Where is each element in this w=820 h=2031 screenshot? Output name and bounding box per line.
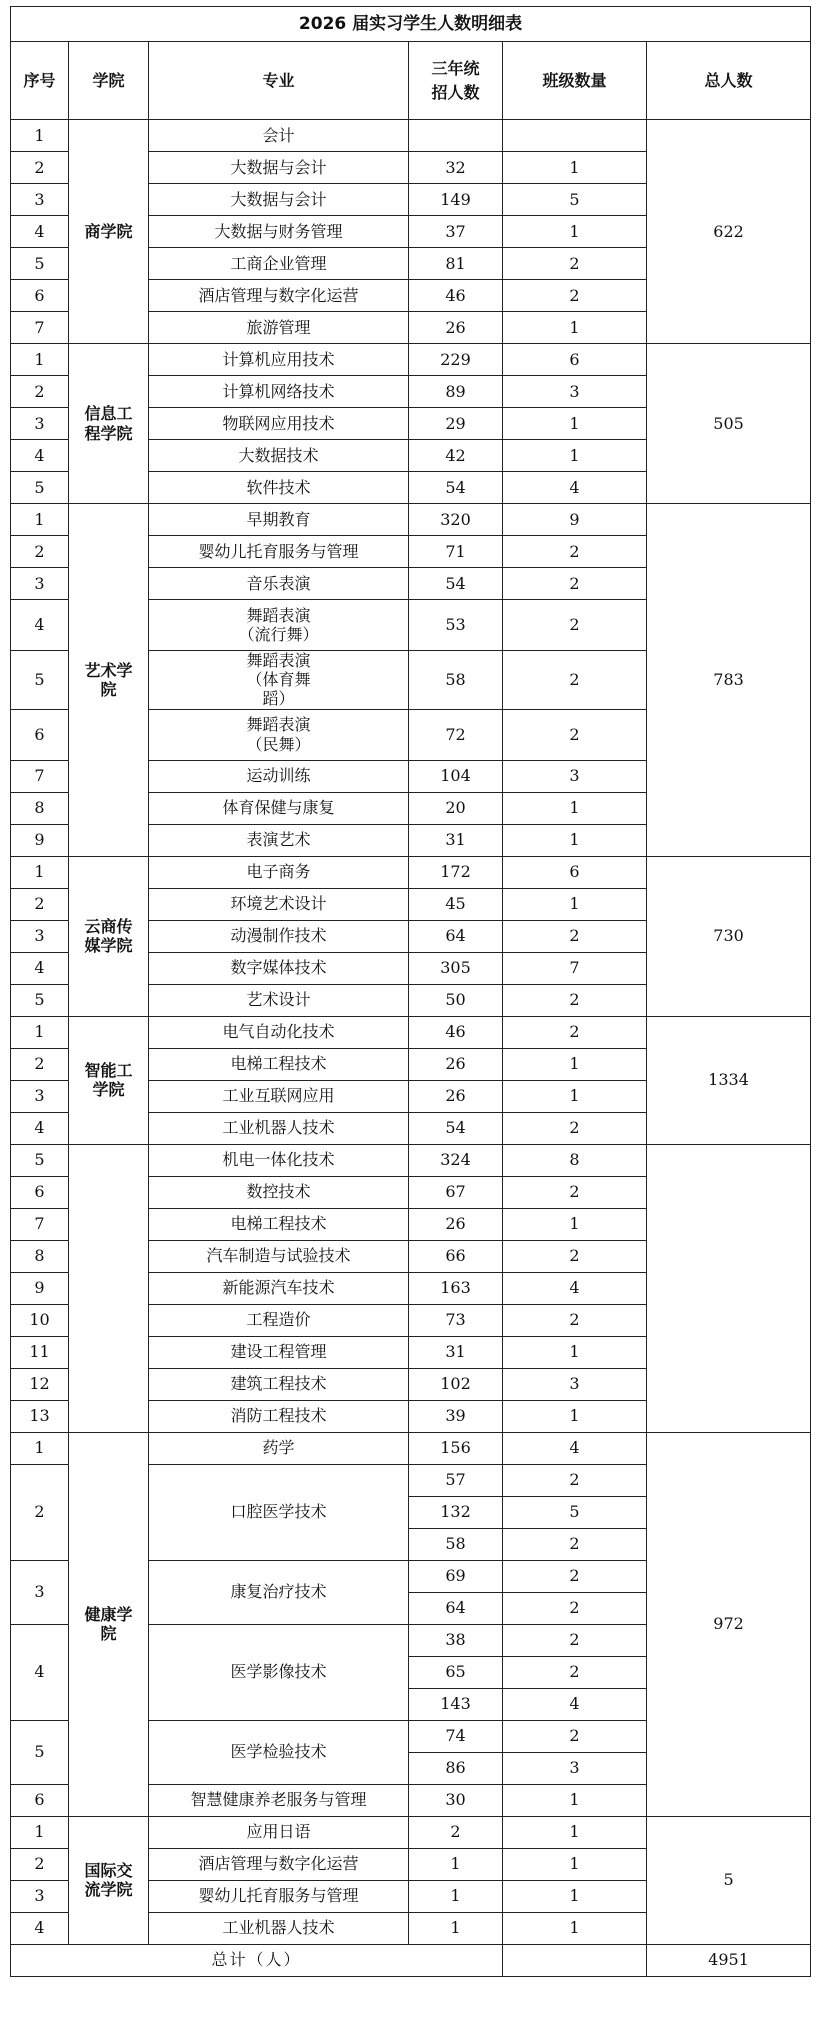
class-count: 2: [503, 1624, 647, 1656]
enroll-count: 26: [409, 1208, 503, 1240]
college-total: 972: [647, 1432, 811, 1816]
college-name: 云商传媒学院: [69, 856, 149, 1016]
row-seq: 5: [11, 1144, 69, 1176]
class-count: 2: [503, 651, 647, 710]
enroll-count: 71: [409, 536, 503, 568]
row-seq: 5: [11, 472, 69, 504]
class-count: 2: [503, 568, 647, 600]
row-seq: 1: [11, 504, 69, 536]
class-count: 1: [503, 824, 647, 856]
enroll-count: 45: [409, 888, 503, 920]
row-seq: 1: [11, 1816, 69, 1848]
row-seq: 7: [11, 1208, 69, 1240]
detail-table-sheet: [10, 6, 810, 1977]
enroll-count: 172: [409, 856, 503, 888]
enroll-count: 104: [409, 760, 503, 792]
row-seq: 3: [11, 184, 69, 216]
major-name: 工业机器人技术: [149, 1912, 409, 1944]
major-name: 大数据与财务管理: [149, 216, 409, 248]
class-count: 2: [503, 248, 647, 280]
major-name: 大数据技术: [149, 440, 409, 472]
class-count: 5: [503, 1496, 647, 1528]
enroll-count: 58: [409, 651, 503, 710]
table-row: [11, 1816, 811, 1848]
class-count: 1: [503, 792, 647, 824]
major-name: 数字媒体技术: [149, 952, 409, 984]
class-count: 1: [503, 1816, 647, 1848]
row-seq: 2: [11, 1048, 69, 1080]
row-seq: 4: [11, 600, 69, 651]
class-count: 3: [503, 376, 647, 408]
college-total: 5: [647, 1816, 811, 1944]
class-count: 1: [503, 1080, 647, 1112]
major-name: 口腔医学技术: [149, 1464, 409, 1560]
header-total: 总人数: [647, 42, 811, 120]
major-name: 酒店管理与数字化运营: [149, 1848, 409, 1880]
enroll-count: 57: [409, 1464, 503, 1496]
row-seq: 2: [11, 1464, 69, 1560]
major-name: 大数据与会计: [149, 184, 409, 216]
class-count: 2: [503, 1528, 647, 1560]
major-name: 旅游管理: [149, 312, 409, 344]
major-name: 康复治疗技术: [149, 1560, 409, 1624]
row-seq: 6: [11, 709, 69, 760]
enroll-count: 73: [409, 1304, 503, 1336]
row-seq: 1: [11, 1432, 69, 1464]
major-name: 药学: [149, 1432, 409, 1464]
major-name: 婴幼儿托育服务与管理: [149, 1880, 409, 1912]
row-seq: 5: [11, 651, 69, 710]
row-seq: 6: [11, 1176, 69, 1208]
college-total: 783: [647, 504, 811, 857]
class-count: 2: [503, 1560, 647, 1592]
row-seq: 10: [11, 1304, 69, 1336]
enroll-count: 29: [409, 408, 503, 440]
college-total: [647, 1144, 811, 1432]
major-name: 汽车制造与试验技术: [149, 1240, 409, 1272]
major-name: 消防工程技术: [149, 1400, 409, 1432]
header-major: 专业: [149, 42, 409, 120]
table-body: [11, 120, 811, 1945]
enroll-count: 37: [409, 216, 503, 248]
enroll-count: 54: [409, 472, 503, 504]
major-name: 计算机应用技术: [149, 344, 409, 376]
class-count: 1: [503, 216, 647, 248]
class-count: 1: [503, 1400, 647, 1432]
class-count: 1: [503, 152, 647, 184]
major-name: 电气自动化技术: [149, 1016, 409, 1048]
enroll-count: 64: [409, 920, 503, 952]
class-count: 6: [503, 344, 647, 376]
class-count: 1: [503, 1336, 647, 1368]
enroll-count: 305: [409, 952, 503, 984]
enroll-count: 53: [409, 600, 503, 651]
enroll-count: 30: [409, 1784, 503, 1816]
summary-empty-cell: [503, 1944, 647, 1976]
row-seq: 8: [11, 792, 69, 824]
enroll-count: 149: [409, 184, 503, 216]
major-name: 工业机器人技术: [149, 1112, 409, 1144]
enroll-count: 26: [409, 312, 503, 344]
row-seq: 8: [11, 1240, 69, 1272]
row-seq: 4: [11, 1912, 69, 1944]
enroll-count: 50: [409, 984, 503, 1016]
summary-total: 4951: [647, 1944, 811, 1976]
college-name: 智能工学院: [69, 1016, 149, 1144]
class-count: 1: [503, 440, 647, 472]
table-row: [11, 344, 811, 376]
row-seq: 2: [11, 1848, 69, 1880]
enroll-count: 66: [409, 1240, 503, 1272]
enroll-count: [409, 120, 503, 152]
summary-label: 总计（人）: [11, 1944, 503, 1976]
row-seq: 1: [11, 344, 69, 376]
class-count: 4: [503, 472, 647, 504]
row-seq: 4: [11, 440, 69, 472]
class-count: 1: [503, 888, 647, 920]
major-name: 医学影像技术: [149, 1624, 409, 1720]
class-count: 1: [503, 1784, 647, 1816]
row-seq: 2: [11, 888, 69, 920]
enroll-count: 132: [409, 1496, 503, 1528]
class-count: 2: [503, 1240, 647, 1272]
class-count: 2: [503, 600, 647, 651]
class-count: 1: [503, 1912, 647, 1944]
major-name: 动漫制作技术: [149, 920, 409, 952]
major-name: 工业互联网应用: [149, 1080, 409, 1112]
row-seq: 3: [11, 920, 69, 952]
college-name: 健康学院: [69, 1432, 149, 1816]
class-count: [503, 120, 647, 152]
class-count: 1: [503, 1208, 647, 1240]
class-count: 2: [503, 920, 647, 952]
enroll-count: 72: [409, 709, 503, 760]
major-name: 酒店管理与数字化运营: [149, 280, 409, 312]
row-seq: 11: [11, 1336, 69, 1368]
header-enroll-text: 三年统招人数: [431, 59, 480, 102]
row-seq: 4: [11, 1112, 69, 1144]
row-seq: 3: [11, 568, 69, 600]
row-seq: 7: [11, 312, 69, 344]
enroll-count: 1: [409, 1880, 503, 1912]
row-seq: 2: [11, 376, 69, 408]
class-count: 2: [503, 1176, 647, 1208]
college-name: 商学院: [69, 120, 149, 344]
major-name: 医学检验技术: [149, 1720, 409, 1784]
header-enroll: [409, 42, 503, 120]
enroll-count: 54: [409, 568, 503, 600]
major-name: 运动训练: [149, 760, 409, 792]
row-seq: 3: [11, 408, 69, 440]
enroll-count: 2: [409, 1816, 503, 1848]
class-count: 3: [503, 1752, 647, 1784]
class-count: 4: [503, 1272, 647, 1304]
class-count: 2: [503, 536, 647, 568]
class-count: 1: [503, 1880, 647, 1912]
enroll-count: 1: [409, 1848, 503, 1880]
major-name: 大数据与会计: [149, 152, 409, 184]
enroll-count: 54: [409, 1112, 503, 1144]
college-total: 730: [647, 856, 811, 1016]
header-seq: 序号: [11, 42, 69, 120]
major-name: 智慧健康养老服务与管理: [149, 1784, 409, 1816]
row-seq: 1: [11, 120, 69, 152]
enroll-count: 46: [409, 1016, 503, 1048]
enroll-count: 163: [409, 1272, 503, 1304]
class-count: 2: [503, 1464, 647, 1496]
class-count: 1: [503, 1048, 647, 1080]
college-total: 505: [647, 344, 811, 504]
enroll-count: 89: [409, 376, 503, 408]
enroll-count: 58: [409, 1528, 503, 1560]
table-row: [11, 1016, 811, 1048]
enroll-count: 69: [409, 1560, 503, 1592]
major-name: 应用日语: [149, 1816, 409, 1848]
enroll-count: 26: [409, 1048, 503, 1080]
table-title: 2026 届实习学生人数明细表: [11, 7, 811, 42]
row-seq: 3: [11, 1560, 69, 1624]
row-seq: 1: [11, 1016, 69, 1048]
student-detail-table: [10, 6, 811, 1977]
college-total: 1334: [647, 1016, 811, 1144]
enroll-count: 31: [409, 1336, 503, 1368]
college-name: [69, 1144, 149, 1432]
enroll-count: 64: [409, 1592, 503, 1624]
major-name: 早期教育: [149, 504, 409, 536]
class-count: 2: [503, 709, 647, 760]
summary-row: [11, 1944, 811, 1976]
row-seq: 7: [11, 760, 69, 792]
class-count: 1: [503, 1848, 647, 1880]
major-name: 体育保健与康复: [149, 792, 409, 824]
enroll-count: 32: [409, 152, 503, 184]
major-name: 艺术设计: [149, 984, 409, 1016]
major-name: 物联网应用技术: [149, 408, 409, 440]
class-count: 7: [503, 952, 647, 984]
class-count: 2: [503, 1016, 647, 1048]
header-classes: 班级数量: [503, 42, 647, 120]
major-name: 软件技术: [149, 472, 409, 504]
row-seq: 5: [11, 984, 69, 1016]
row-seq: 13: [11, 1400, 69, 1432]
class-count: 2: [503, 1656, 647, 1688]
enroll-count: 20: [409, 792, 503, 824]
row-seq: 9: [11, 824, 69, 856]
enroll-count: 1: [409, 1912, 503, 1944]
major-name: 舞蹈表演（流行舞）: [149, 600, 409, 651]
major-name: 数控技术: [149, 1176, 409, 1208]
major-name: 新能源汽车技术: [149, 1272, 409, 1304]
class-count: 2: [503, 1592, 647, 1624]
major-name: 音乐表演: [149, 568, 409, 600]
enroll-count: 324: [409, 1144, 503, 1176]
row-seq: 5: [11, 248, 69, 280]
major-name: 舞蹈表演（民舞）: [149, 709, 409, 760]
enroll-count: 46: [409, 280, 503, 312]
row-seq: 1: [11, 856, 69, 888]
row-seq: 12: [11, 1368, 69, 1400]
class-count: 2: [503, 984, 647, 1016]
class-count: 2: [503, 1112, 647, 1144]
class-count: 5: [503, 184, 647, 216]
class-count: 4: [503, 1688, 647, 1720]
enroll-count: 31: [409, 824, 503, 856]
row-seq: 5: [11, 1720, 69, 1784]
row-seq: 4: [11, 216, 69, 248]
row-seq: 6: [11, 1784, 69, 1816]
major-name: 机电一体化技术: [149, 1144, 409, 1176]
major-name: 婴幼儿托育服务与管理: [149, 536, 409, 568]
class-count: 3: [503, 1368, 647, 1400]
college-name: 信息工程学院: [69, 344, 149, 504]
enroll-count: 39: [409, 1400, 503, 1432]
enroll-count: 65: [409, 1656, 503, 1688]
major-name: 电梯工程技术: [149, 1208, 409, 1240]
enroll-count: 320: [409, 504, 503, 536]
major-name: 环境艺术设计: [149, 888, 409, 920]
major-name: 建筑工程技术: [149, 1368, 409, 1400]
row-seq: 2: [11, 536, 69, 568]
major-name: 会计: [149, 120, 409, 152]
class-count: 6: [503, 856, 647, 888]
major-name: 工商企业管理: [149, 248, 409, 280]
major-name: 电子商务: [149, 856, 409, 888]
enroll-count: 42: [409, 440, 503, 472]
table-row: [11, 1144, 811, 1176]
enroll-count: 156: [409, 1432, 503, 1464]
major-name: 计算机网络技术: [149, 376, 409, 408]
class-count: 2: [503, 1304, 647, 1336]
row-seq: 3: [11, 1880, 69, 1912]
row-seq: 2: [11, 152, 69, 184]
row-seq: 6: [11, 280, 69, 312]
enroll-count: 67: [409, 1176, 503, 1208]
enroll-count: 26: [409, 1080, 503, 1112]
major-name: 工程造价: [149, 1304, 409, 1336]
enroll-count: 81: [409, 248, 503, 280]
row-seq: 9: [11, 1272, 69, 1304]
major-name: 表演艺术: [149, 824, 409, 856]
row-seq: 3: [11, 1080, 69, 1112]
enroll-count: 229: [409, 344, 503, 376]
major-name: 电梯工程技术: [149, 1048, 409, 1080]
class-count: 3: [503, 760, 647, 792]
class-count: 2: [503, 280, 647, 312]
enroll-count: 74: [409, 1720, 503, 1752]
header-college: 学院: [69, 42, 149, 120]
row-seq: 4: [11, 952, 69, 984]
enroll-count: 86: [409, 1752, 503, 1784]
college-name: 艺术学院: [69, 504, 149, 857]
class-count: 1: [503, 408, 647, 440]
class-count: 1: [503, 312, 647, 344]
major-name: 舞蹈表演（体育舞蹈）: [149, 651, 409, 710]
enroll-count: 143: [409, 1688, 503, 1720]
class-count: 8: [503, 1144, 647, 1176]
class-count: 2: [503, 1720, 647, 1752]
table-row: [11, 1432, 811, 1464]
class-count: 4: [503, 1432, 647, 1464]
enroll-count: 38: [409, 1624, 503, 1656]
table-row: [11, 120, 811, 152]
enroll-count: 102: [409, 1368, 503, 1400]
class-count: 9: [503, 504, 647, 536]
college-total: 622: [647, 120, 811, 344]
table-row: [11, 504, 811, 536]
row-seq: 4: [11, 1624, 69, 1720]
college-name: 国际交流学院: [69, 1816, 149, 1944]
table-row: [11, 856, 811, 888]
major-name: 建设工程管理: [149, 1336, 409, 1368]
